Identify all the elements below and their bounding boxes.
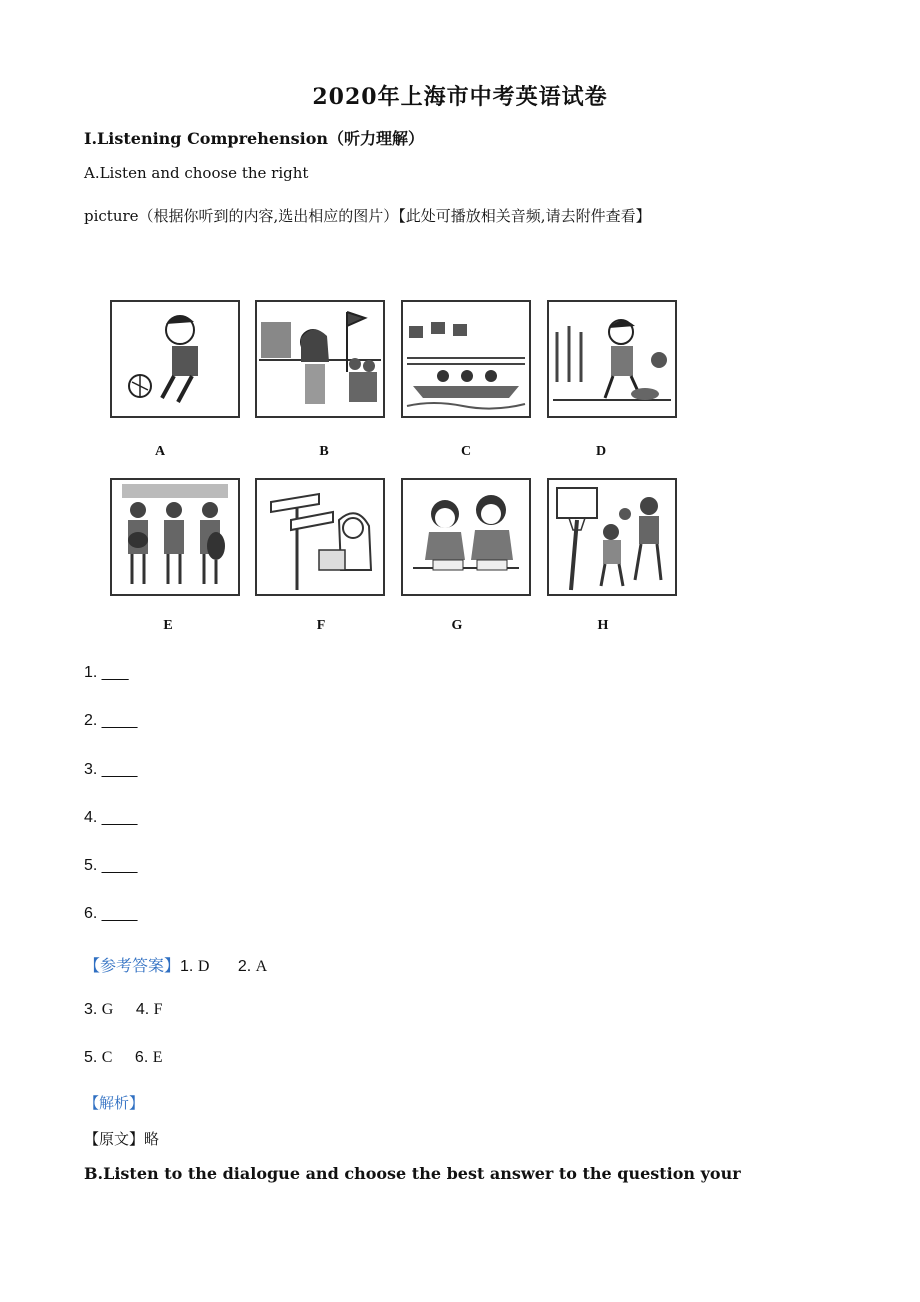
answer-num: 5.: [84, 1049, 102, 1066]
picture-label-c: C: [460, 444, 472, 459]
answer-row-2: [84, 1001, 163, 1019]
answer-value: A: [255, 958, 268, 975]
part-b-heading: B.Listen to the dialogue and choose the best answer to the question your: [84, 1164, 741, 1183]
picture-label-b: B: [319, 444, 329, 459]
picture-b: [255, 300, 385, 418]
answer-value: G: [101, 1001, 114, 1018]
picture-label-e: E: [163, 618, 173, 633]
question-4: 4. ____: [84, 809, 138, 826]
instruction-line-1: A.Listen and choose the right: [84, 164, 309, 182]
answer-num: 6.: [134, 1049, 153, 1066]
answer-num: 3.: [84, 1001, 102, 1018]
section-heading: Ⅰ.Listening Comprehension（听力理解）: [84, 129, 425, 148]
picture-d: [547, 300, 677, 418]
question-1: 1. ___: [84, 664, 129, 681]
question-6: 6. ____: [84, 905, 138, 922]
picture-c: [401, 300, 531, 418]
original-text: 【原文】略: [84, 1130, 160, 1148]
girl-at-signpost-icon: [257, 480, 383, 594]
analysis-tag: 【解析】: [84, 1094, 145, 1112]
picture-a: [110, 300, 240, 418]
girl-in-garden-icon: [549, 302, 675, 416]
question-3: 3. ____: [84, 761, 138, 778]
basketball-players-icon: [549, 480, 675, 594]
picture-label-h: H: [597, 618, 609, 633]
picture-h: [547, 478, 677, 596]
question-2: 2. ____: [84, 712, 138, 729]
answer-num: 2.: [237, 958, 256, 975]
answer-value: D: [197, 958, 210, 975]
answer-value: F: [153, 1001, 163, 1018]
answer-num: 1.: [180, 958, 198, 975]
answer-value: E: [152, 1049, 163, 1066]
instruction-line-2: picture（根据你听到的内容,选出相应的图片）【此处可播放相关音频,请去附件查看】: [84, 207, 651, 225]
picture-g: [401, 478, 531, 596]
picture-f: [255, 478, 385, 596]
girl-with-flags-icon: [257, 302, 383, 416]
picture-label-d: D: [595, 444, 607, 459]
answer-value: C: [101, 1049, 113, 1066]
answer-row-1: [84, 953, 267, 976]
picture-label-g: G: [451, 618, 463, 633]
band-musicians-icon: [112, 480, 238, 594]
answer-tag: 【参考答案】: [84, 958, 181, 975]
picture-label-f: F: [316, 618, 326, 633]
picture-e: [110, 478, 240, 596]
answer-row-3: [84, 1049, 163, 1067]
boy-with-football-icon: [112, 302, 238, 416]
boat-race-icon: [403, 302, 529, 416]
question-5: 5. ____: [84, 857, 138, 874]
students-studying-icon: [403, 480, 529, 594]
answer-num: 4.: [135, 1001, 154, 1018]
picture-label-a: A: [154, 444, 166, 459]
page-title: 2020年上海市中考英语试卷: [312, 84, 608, 110]
